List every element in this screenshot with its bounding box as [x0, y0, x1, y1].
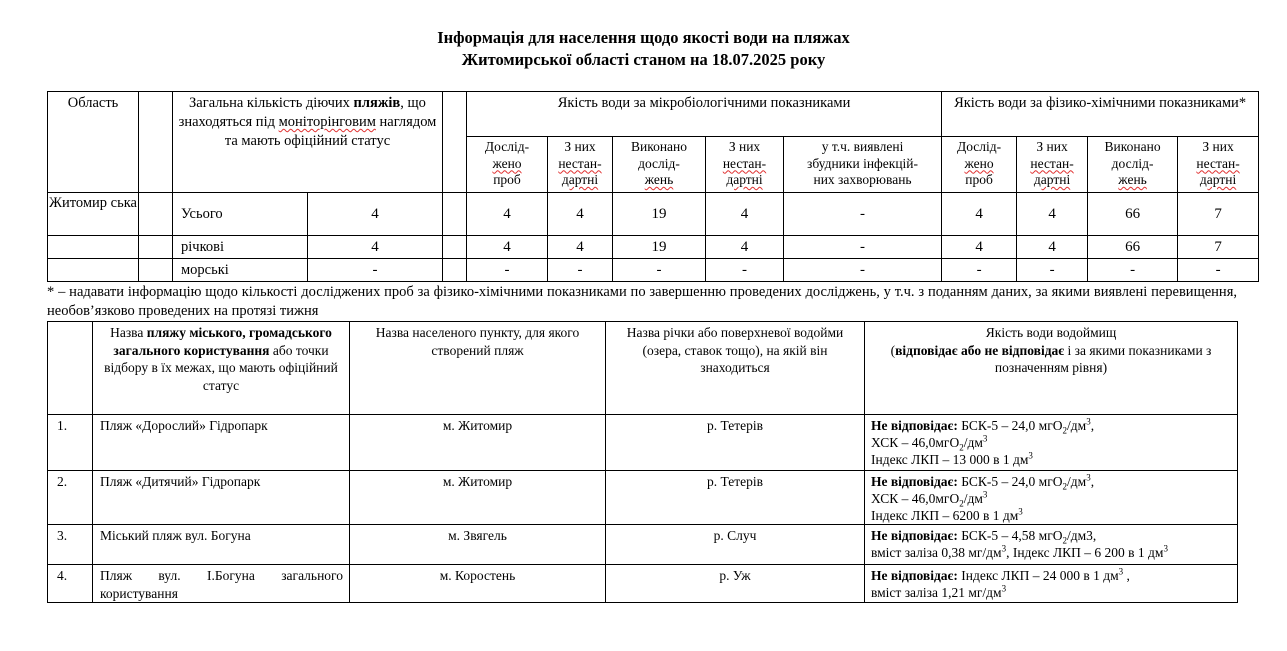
text-fragment: З них [1036, 139, 1068, 154]
micro-nonstandard: 4 [548, 193, 613, 236]
beaches-header-row [48, 322, 1238, 415]
text-fragment: нестан- [722, 155, 767, 171]
phys-tests: - [1088, 259, 1178, 282]
beach-row [48, 525, 1238, 565]
text-fragment: Якість води водоймищ [985, 325, 1117, 340]
text-fragment: нестан- [1030, 155, 1074, 171]
water-quality [865, 415, 1238, 471]
text-fragment: або точки відбору в їх межах, що мають офіційний статус [104, 342, 338, 393]
text-fragment: проб [493, 172, 521, 187]
text-fragment: ХСК – 46,0мгО [871, 491, 960, 506]
summary-row-sea [48, 259, 1259, 282]
settlement: м. Звягель [350, 525, 606, 565]
text-fragment: 3 [1028, 450, 1033, 461]
header-beach-name [93, 322, 350, 415]
phys-samples: 4 [942, 236, 1017, 259]
beaches-count: - [308, 259, 443, 282]
text-fragment: БСК-5 – 24,0 мгО [957, 474, 1063, 489]
micro-samples: 4 [467, 236, 548, 259]
text-fragment: Виконано [630, 139, 688, 154]
text-fragment: Виконано [1104, 139, 1161, 154]
beach-row [48, 415, 1238, 471]
text-fragment: 3 [1001, 543, 1007, 554]
text-fragment: відповідає або не відповідає [895, 342, 1065, 358]
text-fragment: Дослід- [484, 139, 530, 154]
text-fragment: З них [1202, 139, 1234, 154]
text-fragment: жено [492, 155, 522, 171]
micro-tests-nonstandard: 4 [706, 193, 784, 236]
header-micro-tests [613, 137, 706, 193]
phys-tests-nonstandard: - [1178, 259, 1259, 282]
empty-cell [48, 236, 139, 259]
text-fragment: 3 [1163, 543, 1168, 554]
text-fragment: 2 [1062, 481, 1068, 492]
text-fragment: 3 [1086, 472, 1091, 483]
row-number: 2. [48, 471, 93, 525]
text-fragment: збудники інфекцій- [807, 155, 919, 171]
waterbody: р. Тетерів [606, 415, 865, 471]
phys-tests: 66 [1088, 236, 1178, 259]
row-number: 3. [48, 525, 93, 565]
micro-tests: 19 [613, 193, 706, 236]
water-quality [865, 471, 1238, 525]
text-fragment: 3 [1118, 566, 1124, 577]
text-fragment: Назва [110, 325, 147, 340]
micro-tests: 19 [613, 236, 706, 259]
row-number: 4. [48, 565, 93, 603]
waterbody: р. Тетерів [606, 471, 865, 525]
text-fragment: , [1123, 568, 1130, 583]
phys-tests-nonstandard: 7 [1178, 193, 1259, 236]
row-label: морські [173, 259, 308, 282]
summary-table [47, 91, 1259, 282]
row-number: 1. [48, 415, 93, 471]
phys-samples: - [942, 259, 1017, 282]
empty-cell [443, 259, 467, 282]
text-fragment: 3 [982, 433, 988, 444]
text-fragment: нестан- [558, 155, 602, 171]
micro-samples: 4 [467, 193, 548, 236]
beaches-count: 4 [308, 193, 443, 236]
beaches-count: 4 [308, 236, 443, 259]
beach-name: Пляж «Дорослий» Гідропарк [93, 415, 350, 471]
text-fragment: /дм [1067, 474, 1087, 489]
text-fragment: і за якими показниками з позначенням рівня) [994, 342, 1212, 375]
text-fragment: , Індекс ЛКП – 6 200 в 1 дм [1006, 545, 1164, 560]
beach-row [48, 471, 1238, 525]
text-fragment: /дм [963, 491, 983, 506]
micro-nonstandard: 4 [548, 236, 613, 259]
header-phys-samples [942, 137, 1017, 193]
empty-cell [139, 193, 173, 236]
summary-header-row-1 [48, 92, 1259, 137]
summary-row-total [48, 193, 1259, 236]
header-phys-tests [1088, 137, 1178, 193]
micro-pathogens: - [784, 259, 942, 282]
text-fragment: 3 [1018, 506, 1023, 517]
empty-cell [443, 236, 467, 259]
header-micro-group: Якість води за мікробіологічними показниками [467, 92, 942, 137]
document-title-line-1: Інформація для населення щодо якості води на пляжах [437, 28, 850, 47]
header-region: Область [48, 92, 139, 193]
empty-cell [139, 259, 173, 282]
empty-cell [139, 236, 173, 259]
text-fragment: жень [1118, 172, 1147, 187]
text-fragment: 2 [959, 498, 964, 509]
header-phys-tests-nonstandard [1178, 137, 1259, 193]
text-fragment: дослід- [1111, 155, 1154, 171]
summary-row-river [48, 236, 1259, 259]
micro-samples: - [467, 259, 548, 282]
status-label: Не відповідає: [871, 418, 958, 433]
header-micro-pathogens [784, 137, 942, 193]
row-label: річкові [173, 236, 308, 259]
row-label: Усього [173, 193, 308, 236]
phys-samples: 4 [942, 193, 1017, 236]
empty-cell [139, 92, 173, 193]
beach-row [48, 565, 1238, 603]
header-number [48, 322, 93, 415]
micro-pathogens: - [784, 193, 942, 236]
water-quality [865, 525, 1238, 565]
header-waterbody: Назва річки або поверхневої водойми (озера, ставок тощо), на якій він знаходиться [606, 322, 865, 415]
text-fragment: БСК-5 – 24,0 мгО [957, 418, 1063, 433]
phys-nonstandard: 4 [1017, 193, 1088, 236]
status-label: Не відповідає: [871, 474, 958, 489]
micro-tests: - [613, 259, 706, 282]
waterbody: р. Случ [606, 525, 865, 565]
micro-nonstandard: - [548, 259, 613, 282]
text-fragment: 3 [1086, 416, 1091, 427]
text-fragment: у т.ч. виявлені [821, 139, 904, 154]
beaches-table [47, 321, 1238, 603]
text-fragment: 2 [1062, 535, 1068, 546]
text-fragment: дослід- [638, 155, 680, 171]
beach-name: Пляж вул. І.Богуна загального користування [93, 565, 350, 603]
text-fragment: 2 [959, 442, 964, 453]
header-quality [865, 322, 1238, 415]
text-fragment: пляжу міського, громадського загального користування [113, 325, 332, 358]
text-fragment: З них [564, 139, 596, 154]
water-quality [865, 565, 1238, 603]
phys-nonstandard: 4 [1017, 236, 1088, 259]
header-phys-nonstandard [1017, 137, 1088, 193]
text-fragment: вміст заліза 0,38 мг/дм [871, 545, 1002, 560]
micro-tests-nonstandard: - [706, 259, 784, 282]
text-fragment: жень [644, 172, 674, 187]
document-title-line-2: Житомирської області станом на 18.07.2025 року [461, 50, 826, 69]
status-label: Не відповідає: [871, 568, 958, 583]
header-phys-group: Якість води за фізико-хімічними показниками* [942, 92, 1259, 137]
text-fragment: Дослід- [956, 139, 1002, 154]
text-fragment: , [1090, 418, 1095, 433]
settlement: м. Коростень [350, 565, 606, 603]
text-fragment: 3 [1001, 583, 1007, 594]
beach-name: Міський пляж вул. Богуна [93, 525, 350, 565]
empty-cell [443, 193, 467, 236]
text-fragment: дартні [561, 172, 599, 187]
empty-cell [48, 259, 139, 282]
text-fragment: /дм [963, 435, 983, 450]
text-fragment: З них [728, 139, 761, 154]
waterbody: р. Уж [606, 565, 865, 603]
text-fragment: жено [964, 155, 994, 171]
header-micro-samples [467, 137, 548, 193]
header-micro-nonstandard [548, 137, 613, 193]
text-fragment: нестан- [1196, 155, 1240, 171]
text-fragment: БСК-5 – 4,58 мгО [957, 528, 1063, 543]
text-fragment: Індекс ЛКП – 24 000 в 1 дм [957, 568, 1119, 583]
header-micro-tests-nonstandard [706, 137, 784, 193]
text-fragment: 2 [1062, 425, 1068, 436]
text-fragment: дартні [1199, 172, 1237, 187]
text-fragment: них захворювань [813, 172, 912, 187]
phys-nonstandard: - [1017, 259, 1088, 282]
beach-name: Пляж «Дитячий» Гідропарк [93, 471, 350, 525]
status-label: Не відповідає: [871, 528, 958, 543]
settlement: м. Житомир [350, 471, 606, 525]
phys-tests: 66 [1088, 193, 1178, 236]
text-fragment: Індекс ЛКП – 6200 в 1 дм [871, 508, 1019, 523]
text-fragment: , [1090, 474, 1095, 489]
text-fragment: /дм3, [1067, 528, 1097, 543]
region-name: Житомир ська [48, 193, 139, 236]
header-settlement: Назва населеного пункту, для якого створений пляж [350, 322, 606, 415]
text-fragment: проб [965, 172, 993, 187]
header-beaches-total: Загальна кількість діючих пляжів, що знаходяться під моніторінговим наглядом та мають офіційний статус [173, 92, 443, 193]
text-fragment: /дм [1067, 418, 1087, 433]
text-fragment: ( [890, 342, 896, 358]
footnote: * – надавати інформацію щодо кількості досліджених проб за фізико-хімічними показниками по завершенню проведених досліджень, у т.ч. з поданням даних, за якими виявлені перевищення, необов’язково проведених на протязі тижня [47, 284, 1237, 319]
micro-pathogens: - [784, 236, 942, 259]
settlement: м. Житомир [350, 415, 606, 471]
text-fragment: 3 [982, 489, 988, 500]
text-fragment: дартні [726, 172, 763, 187]
phys-tests-nonstandard: 7 [1178, 236, 1259, 259]
text-fragment: ХСК – 46,0мгО [871, 435, 960, 450]
text-fragment: Індекс ЛКП – 13 000 в 1 дм [871, 452, 1029, 467]
text-fragment: вміст заліза 1,21 мг/дм [871, 585, 1002, 600]
text-fragment: дартні [1033, 172, 1071, 187]
micro-tests-nonstandard: 4 [706, 236, 784, 259]
empty-cell [443, 92, 467, 193]
